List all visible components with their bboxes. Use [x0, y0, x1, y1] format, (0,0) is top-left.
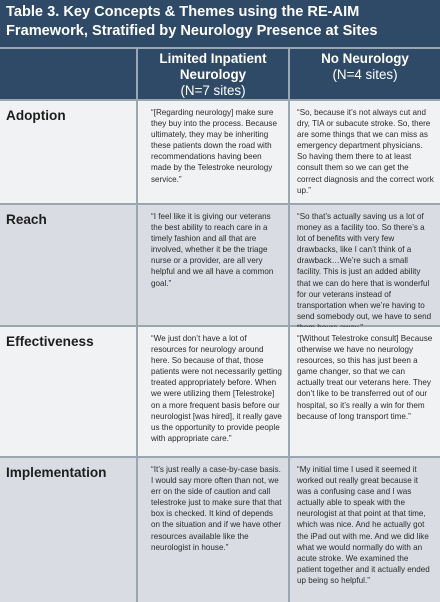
quote-text: “My initial time I used it seemed it worked out really great because it was a confusing case and I was actually able to speak with the neurologist at that point at that time, which was nice. And he actually got the iPad out with me. And we did like what we would normally do with an acute stroke. We examined the patient together and it actually ended up being so helpful.” [297, 465, 430, 585]
table-title-bar [0, 0, 440, 47]
no-neurology-quote-cell [290, 458, 440, 602]
row-label-cell [0, 205, 136, 325]
limited-neurology-quote-cell [138, 205, 288, 325]
limited-neurology-quote-cell [138, 327, 288, 456]
header-blank-cell [0, 49, 136, 99]
row-label: Adoption [6, 108, 66, 123]
column-header-count: (N=4 sites) [332, 67, 398, 82]
table-title: Table 3. Key Concepts & Themes using the RE-AIM Framework, Stratified by Neurology Presence at Sites [6, 4, 378, 39]
quote-text: “I feel like it is giving our veterans the best ability to reach care in a timely fashion and all that are involved, whether it be the triage nurse or a provider, are all very helpful and we all have a common goal.” [151, 212, 274, 288]
limited-neurology-quote-cell [138, 458, 288, 602]
table-row-reach [0, 205, 440, 325]
column-header-no-neurology [290, 49, 440, 99]
quote-text: “So that’s actually saving us a lot of money as a facility too. So there’s a lot of benefits with very few drawbacks, like I can’t think of a drawback…We’re such a small facility. This is just an added ability that we can do here that is wonderful for our veterans instead of transportation when we’re having to send somebody out, we have to send [297, 212, 432, 321]
column-header-title: Limited Inpatient Neurology [159, 51, 267, 82]
column-header-title: No Neurology [321, 51, 409, 66]
limited-neurology-quote-cell [138, 101, 288, 203]
quote-text: “It’s just really a case-by-case basis. I would say more often than not, we err on the side of caution and call telestroke just to make sure that that box is checked. It kind of depends on the situation and if we have other resources available like the neurologist in house.” [151, 465, 282, 552]
table-row-effectiveness [0, 327, 440, 456]
table-row-implementation [0, 458, 440, 602]
no-neurology-quote-cell [290, 327, 440, 456]
table-row-adoption [0, 101, 440, 203]
row-label: Reach [6, 212, 47, 227]
no-neurology-quote-cell [290, 101, 440, 203]
row-label-cell [0, 458, 136, 602]
row-label: Implementation [6, 465, 107, 480]
column-header-row [0, 49, 440, 99]
column-header-count: (N=7 sites) [180, 83, 246, 98]
row-label-cell [0, 101, 136, 203]
column-header-limited-neurology [138, 49, 288, 99]
quote-text: “So, because it’s not always cut and dry, TIA or subacute stroke. So, there are some things that we can miss as emergency department physicians. So having them there to at least consult them so we can get the correct diagnosis and the correct work up.” [297, 108, 434, 195]
quote-text: “We just don’t have a lot of resources for neurology around here. So because of that, those patients were not necessarily getting treated appropriately before. When we were utilizing them [Telestroke] on a more frequent basis before our neurologist [was hired], it really gave us the opportunity to provide people with appropriate care.” [151, 334, 282, 443]
quote-text: “[Without Telestroke consult] Because otherwise we have no neurology resources, so this has just been a game changer, so that we can actually treat our veterans here. They don’t like to be transferred out of our hospital, so it’s really a win for them because of long transport time.” [297, 334, 433, 421]
row-label-cell [0, 327, 136, 456]
row-label: Effectiveness [6, 334, 94, 349]
quote-text: “[Regarding neurology] make sure they buy into the process. Because ultimately, they may be inheriting these patients down the road with recommendations having been made by the Telestroke neurology service.” [151, 108, 277, 184]
no-neurology-quote-cell [290, 205, 440, 325]
